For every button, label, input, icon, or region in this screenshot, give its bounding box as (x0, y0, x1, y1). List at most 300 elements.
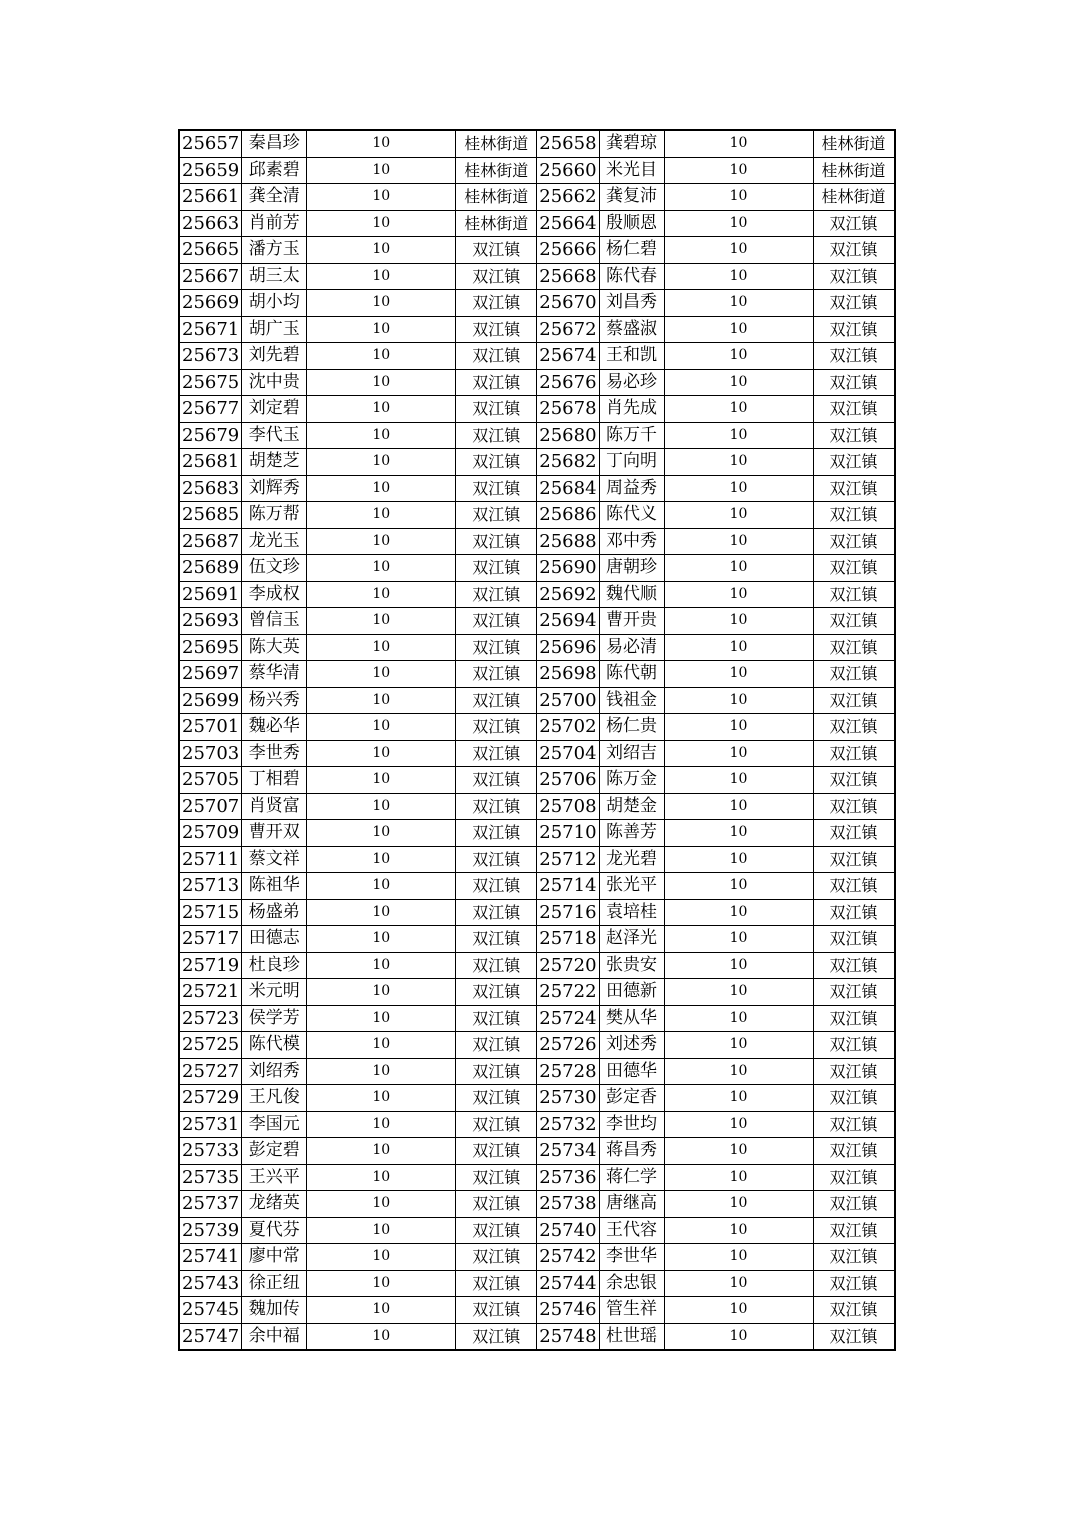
record-amount: 10 (664, 1164, 813, 1191)
record-place: 双江镇 (456, 899, 537, 926)
record-place: 双江镇 (813, 687, 895, 714)
record-id: 25700 (537, 687, 599, 714)
record-place: 双江镇 (813, 1085, 895, 1112)
record-name: 易必清 (599, 634, 664, 661)
record-id: 25679 (179, 422, 242, 449)
record-name: 蔡盛淑 (599, 316, 664, 343)
record-id: 25740 (537, 1217, 599, 1244)
record-amount: 10 (664, 130, 813, 157)
record-id: 25684 (537, 475, 599, 502)
record-place: 双江镇 (456, 793, 537, 820)
table-row (179, 634, 895, 661)
table-row (179, 926, 895, 953)
record-id: 25693 (179, 608, 242, 635)
record-place: 双江镇 (456, 979, 537, 1006)
table-row (179, 528, 895, 555)
record-amount: 10 (307, 873, 456, 900)
record-place: 桂林街道 (813, 184, 895, 211)
record-amount: 10 (664, 1244, 813, 1271)
record-place: 双江镇 (813, 1032, 895, 1059)
record-id: 25673 (179, 343, 242, 370)
table-row (179, 1217, 895, 1244)
record-place: 双江镇 (813, 1138, 895, 1165)
table-row (179, 820, 895, 847)
record-name: 胡三太 (242, 263, 307, 290)
record-id: 25719 (179, 952, 242, 979)
record-amount: 10 (307, 449, 456, 476)
record-id: 25695 (179, 634, 242, 661)
record-amount: 10 (307, 793, 456, 820)
record-place: 双江镇 (813, 528, 895, 555)
record-name: 王兴平 (242, 1164, 307, 1191)
record-name: 邓中秀 (599, 528, 664, 555)
record-place: 双江镇 (456, 528, 537, 555)
record-id: 25702 (537, 714, 599, 741)
record-place: 双江镇 (456, 316, 537, 343)
record-id: 25674 (537, 343, 599, 370)
record-amount: 10 (664, 1111, 813, 1138)
record-place: 双江镇 (813, 555, 895, 582)
record-name: 田德华 (599, 1058, 664, 1085)
record-place: 双江镇 (813, 793, 895, 820)
record-place: 双江镇 (456, 369, 537, 396)
record-name: 魏代顺 (599, 581, 664, 608)
record-place: 双江镇 (456, 422, 537, 449)
record-amount: 10 (307, 316, 456, 343)
record-amount: 10 (307, 184, 456, 211)
record-name: 杨仁碧 (599, 237, 664, 264)
record-amount: 10 (664, 555, 813, 582)
record-id: 25685 (179, 502, 242, 529)
record-id: 25676 (537, 369, 599, 396)
record-id: 25725 (179, 1032, 242, 1059)
record-amount: 10 (307, 528, 456, 555)
record-place: 双江镇 (813, 502, 895, 529)
record-place: 桂林街道 (456, 130, 537, 157)
record-id: 25666 (537, 237, 599, 264)
record-amount: 10 (307, 555, 456, 582)
record-id: 25728 (537, 1058, 599, 1085)
record-name: 龚碧琼 (599, 130, 664, 157)
record-place: 双江镇 (456, 263, 537, 290)
record-place: 双江镇 (813, 1058, 895, 1085)
record-name: 余忠银 (599, 1270, 664, 1297)
record-place: 双江镇 (456, 952, 537, 979)
record-amount: 10 (307, 396, 456, 423)
record-name: 田德新 (599, 979, 664, 1006)
record-name: 余中福 (242, 1323, 307, 1350)
table-row (179, 555, 895, 582)
record-amount: 10 (307, 1005, 456, 1032)
record-place: 双江镇 (813, 873, 895, 900)
table-row (179, 316, 895, 343)
table-row (179, 1164, 895, 1191)
record-name: 唐继高 (599, 1191, 664, 1218)
record-place: 双江镇 (813, 396, 895, 423)
table-row (179, 237, 895, 264)
record-amount: 10 (307, 1297, 456, 1324)
record-amount: 10 (664, 290, 813, 317)
record-name: 刘定碧 (242, 396, 307, 423)
record-id: 25703 (179, 740, 242, 767)
table-row (179, 873, 895, 900)
record-place: 双江镇 (456, 581, 537, 608)
record-amount: 10 (307, 687, 456, 714)
record-place: 双江镇 (813, 634, 895, 661)
record-name: 刘辉秀 (242, 475, 307, 502)
record-id: 25670 (537, 290, 599, 317)
record-name: 陈代模 (242, 1032, 307, 1059)
record-id: 25720 (537, 952, 599, 979)
record-name: 王和凯 (599, 343, 664, 370)
record-name: 田德志 (242, 926, 307, 953)
record-place: 双江镇 (456, 873, 537, 900)
record-amount: 10 (664, 449, 813, 476)
record-name: 周益秀 (599, 475, 664, 502)
record-amount: 10 (307, 502, 456, 529)
record-name: 刘述秀 (599, 1032, 664, 1059)
record-id: 25662 (537, 184, 599, 211)
record-amount: 10 (307, 1244, 456, 1271)
record-id: 25667 (179, 263, 242, 290)
record-name: 蔡华清 (242, 661, 307, 688)
table-row (179, 687, 895, 714)
record-place: 双江镇 (456, 1138, 537, 1165)
record-amount: 10 (664, 873, 813, 900)
record-place: 双江镇 (813, 449, 895, 476)
record-place: 双江镇 (456, 343, 537, 370)
record-amount: 10 (664, 820, 813, 847)
record-place: 双江镇 (456, 1111, 537, 1138)
table-row (179, 1032, 895, 1059)
record-name: 魏必华 (242, 714, 307, 741)
record-amount: 10 (664, 687, 813, 714)
record-amount: 10 (307, 369, 456, 396)
record-name: 丁相碧 (242, 767, 307, 794)
record-id: 25696 (537, 634, 599, 661)
record-id: 25715 (179, 899, 242, 926)
record-id: 25664 (537, 210, 599, 237)
table-row (179, 714, 895, 741)
record-amount: 10 (307, 1217, 456, 1244)
record-name: 曹开双 (242, 820, 307, 847)
record-name: 刘先碧 (242, 343, 307, 370)
record-name: 肖先成 (599, 396, 664, 423)
record-amount: 10 (664, 184, 813, 211)
table-row (179, 846, 895, 873)
record-name: 魏加传 (242, 1297, 307, 1324)
record-id: 25738 (537, 1191, 599, 1218)
record-amount: 10 (664, 846, 813, 873)
record-name: 唐朝珍 (599, 555, 664, 582)
record-name: 潘方玉 (242, 237, 307, 264)
record-id: 25672 (537, 316, 599, 343)
record-place: 双江镇 (456, 1297, 537, 1324)
record-amount: 10 (307, 767, 456, 794)
record-name: 张光平 (599, 873, 664, 900)
table-row (179, 608, 895, 635)
record-amount: 10 (664, 926, 813, 953)
record-name: 龙绪英 (242, 1191, 307, 1218)
record-name: 胡楚金 (599, 793, 664, 820)
record-name: 管生祥 (599, 1297, 664, 1324)
record-place: 双江镇 (456, 1032, 537, 1059)
table-row (179, 581, 895, 608)
record-id: 25680 (537, 422, 599, 449)
record-amount: 10 (307, 1111, 456, 1138)
table-row (179, 184, 895, 211)
record-amount: 10 (307, 130, 456, 157)
record-id: 25739 (179, 1217, 242, 1244)
record-amount: 10 (664, 1058, 813, 1085)
table-row (179, 1138, 895, 1165)
record-place: 双江镇 (456, 714, 537, 741)
record-place: 双江镇 (456, 1270, 537, 1297)
record-name: 李世均 (599, 1111, 664, 1138)
record-name: 丁向明 (599, 449, 664, 476)
record-amount: 10 (307, 422, 456, 449)
record-id: 25747 (179, 1323, 242, 1350)
record-amount: 10 (307, 237, 456, 264)
record-place: 双江镇 (813, 316, 895, 343)
record-place: 双江镇 (813, 714, 895, 741)
record-id: 25729 (179, 1085, 242, 1112)
record-place: 双江镇 (456, 608, 537, 635)
record-place: 桂林街道 (456, 210, 537, 237)
record-id: 25658 (537, 130, 599, 157)
record-place: 双江镇 (456, 1323, 537, 1350)
record-id: 25714 (537, 873, 599, 900)
table-row (179, 1297, 895, 1324)
record-place: 桂林街道 (813, 130, 895, 157)
table-row (179, 369, 895, 396)
table-row (179, 157, 895, 184)
record-name: 陈代春 (599, 263, 664, 290)
record-amount: 10 (664, 263, 813, 290)
record-place: 双江镇 (813, 343, 895, 370)
record-place: 双江镇 (456, 396, 537, 423)
record-amount: 10 (307, 475, 456, 502)
record-amount: 10 (307, 1032, 456, 1059)
record-name: 邱素碧 (242, 157, 307, 184)
record-name: 胡楚芝 (242, 449, 307, 476)
record-place: 双江镇 (456, 846, 537, 873)
record-name: 肖前芳 (242, 210, 307, 237)
record-place: 双江镇 (456, 740, 537, 767)
record-name: 蒋昌秀 (599, 1138, 664, 1165)
record-name: 伍文珍 (242, 555, 307, 582)
table-row (179, 740, 895, 767)
table-row (179, 263, 895, 290)
record-amount: 10 (307, 634, 456, 661)
record-place: 双江镇 (813, 1164, 895, 1191)
record-name: 秦昌珍 (242, 130, 307, 157)
record-name: 陈万千 (599, 422, 664, 449)
record-name: 钱祖金 (599, 687, 664, 714)
record-place: 双江镇 (456, 1085, 537, 1112)
record-place: 双江镇 (813, 263, 895, 290)
record-place: 双江镇 (813, 1217, 895, 1244)
record-place: 双江镇 (456, 634, 537, 661)
record-id: 25690 (537, 555, 599, 582)
record-name: 刘绍吉 (599, 740, 664, 767)
record-name: 米元明 (242, 979, 307, 1006)
record-amount: 10 (307, 1085, 456, 1112)
record-name: 彭定碧 (242, 1138, 307, 1165)
record-amount: 10 (664, 1297, 813, 1324)
record-name: 陈善芳 (599, 820, 664, 847)
record-id: 25683 (179, 475, 242, 502)
record-name: 廖中常 (242, 1244, 307, 1271)
record-place: 双江镇 (813, 952, 895, 979)
record-name: 李世华 (599, 1244, 664, 1271)
table-row (179, 979, 895, 1006)
table-row (179, 899, 895, 926)
record-id: 25699 (179, 687, 242, 714)
record-amount: 10 (664, 661, 813, 688)
record-name: 曾信玉 (242, 608, 307, 635)
record-id: 25686 (537, 502, 599, 529)
record-amount: 10 (664, 237, 813, 264)
record-name: 李代玉 (242, 422, 307, 449)
record-place: 双江镇 (813, 979, 895, 1006)
record-place: 双江镇 (456, 449, 537, 476)
record-id: 25688 (537, 528, 599, 555)
record-amount: 10 (307, 1164, 456, 1191)
record-amount: 10 (307, 157, 456, 184)
record-amount: 10 (664, 952, 813, 979)
record-place: 双江镇 (813, 369, 895, 396)
record-amount: 10 (664, 1217, 813, 1244)
record-amount: 10 (307, 846, 456, 873)
record-name: 杨兴秀 (242, 687, 307, 714)
record-id: 25713 (179, 873, 242, 900)
record-id: 25660 (537, 157, 599, 184)
record-amount: 10 (664, 979, 813, 1006)
record-amount: 10 (664, 316, 813, 343)
record-id: 25705 (179, 767, 242, 794)
record-amount: 10 (307, 952, 456, 979)
table-row (179, 1323, 895, 1350)
record-amount: 10 (664, 475, 813, 502)
record-amount: 10 (664, 528, 813, 555)
record-id: 25681 (179, 449, 242, 476)
record-id: 25745 (179, 1297, 242, 1324)
records-body (179, 130, 895, 1350)
record-amount: 10 (664, 343, 813, 370)
table-row (179, 767, 895, 794)
table-row (179, 210, 895, 237)
record-name: 徐正纽 (242, 1270, 307, 1297)
record-amount: 10 (307, 714, 456, 741)
table-row (179, 661, 895, 688)
record-place: 双江镇 (813, 820, 895, 847)
record-id: 25661 (179, 184, 242, 211)
record-amount: 10 (664, 210, 813, 237)
record-amount: 10 (307, 581, 456, 608)
record-id: 25701 (179, 714, 242, 741)
record-name: 陈大英 (242, 634, 307, 661)
record-name: 李世秀 (242, 740, 307, 767)
record-amount: 10 (664, 634, 813, 661)
record-amount: 10 (664, 422, 813, 449)
record-amount: 10 (664, 1085, 813, 1112)
record-place: 双江镇 (813, 475, 895, 502)
record-amount: 10 (664, 502, 813, 529)
record-name: 袁培桂 (599, 899, 664, 926)
record-name: 杜良珍 (242, 952, 307, 979)
record-place: 双江镇 (813, 661, 895, 688)
record-id: 25742 (537, 1244, 599, 1271)
record-amount: 10 (307, 926, 456, 953)
record-name: 杜世瑶 (599, 1323, 664, 1350)
record-id: 25689 (179, 555, 242, 582)
record-id: 25721 (179, 979, 242, 1006)
record-place: 双江镇 (456, 290, 537, 317)
record-id: 25697 (179, 661, 242, 688)
record-amount: 10 (664, 1005, 813, 1032)
record-amount: 10 (664, 714, 813, 741)
record-place: 双江镇 (456, 926, 537, 953)
record-id: 25677 (179, 396, 242, 423)
record-name: 沈中贵 (242, 369, 307, 396)
record-amount: 10 (664, 608, 813, 635)
record-id: 25675 (179, 369, 242, 396)
record-name: 米光目 (599, 157, 664, 184)
record-name: 樊从华 (599, 1005, 664, 1032)
table-row (179, 1270, 895, 1297)
record-amount: 10 (664, 1191, 813, 1218)
record-id: 25663 (179, 210, 242, 237)
record-name: 龚全清 (242, 184, 307, 211)
record-name: 王凡俊 (242, 1085, 307, 1112)
table-row (179, 475, 895, 502)
record-place: 双江镇 (456, 1217, 537, 1244)
record-name: 彭定香 (599, 1085, 664, 1112)
record-id: 25737 (179, 1191, 242, 1218)
record-amount: 10 (664, 899, 813, 926)
record-place: 双江镇 (813, 899, 895, 926)
record-id: 25691 (179, 581, 242, 608)
record-id: 25694 (537, 608, 599, 635)
record-name: 杨盛弟 (242, 899, 307, 926)
record-place: 双江镇 (813, 608, 895, 635)
record-id: 25727 (179, 1058, 242, 1085)
record-amount: 10 (664, 157, 813, 184)
record-id: 25734 (537, 1138, 599, 1165)
record-place: 双江镇 (456, 767, 537, 794)
table-row (179, 290, 895, 317)
record-amount: 10 (664, 1032, 813, 1059)
record-place: 双江镇 (456, 1005, 537, 1032)
record-id: 25657 (179, 130, 242, 157)
record-name: 龚复沛 (599, 184, 664, 211)
table-row (179, 1085, 895, 1112)
record-amount: 10 (307, 1323, 456, 1350)
record-place: 双江镇 (813, 1270, 895, 1297)
record-id: 25718 (537, 926, 599, 953)
record-place: 双江镇 (456, 475, 537, 502)
record-place: 双江镇 (813, 740, 895, 767)
record-place: 双江镇 (813, 210, 895, 237)
record-id: 25708 (537, 793, 599, 820)
record-name: 陈万帮 (242, 502, 307, 529)
record-amount: 10 (664, 1138, 813, 1165)
records-table (178, 129, 896, 1351)
record-place: 双江镇 (456, 1058, 537, 1085)
record-place: 双江镇 (813, 290, 895, 317)
record-place: 双江镇 (813, 1005, 895, 1032)
